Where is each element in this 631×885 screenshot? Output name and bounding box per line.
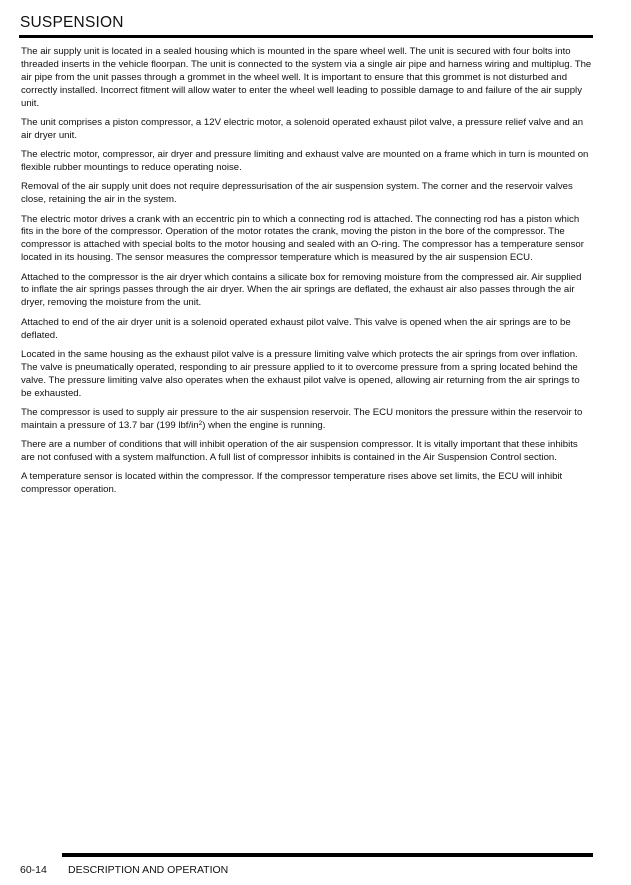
- paragraph-temperature-sensor: A temperature sensor is located within the compressor. If the compressor temperature rises above set limits, the ECU will inhibit compressor operation.: [21, 471, 563, 496]
- page-header-title: SUSPENSION: [20, 14, 124, 31]
- footer-section-title: DESCRIPTION AND OPERATION: [68, 864, 229, 876]
- paragraph-pressure-limiting-valve: Located in the same housing as the exhaust pilot valve is a pressure limiting valve which protects the air springs from over inflation. The valve is pneumatically operated, responding to air pressure applied to it to overcome pressure from a spring located behind the valve. The pressure limiting valve also operates when the exhaust pilot valve is opened, allowing air returning from the air springs to be exhausted.: [21, 348, 580, 399]
- paragraph-electric-motor: The electric motor drives a crank with an eccentric pin to which a connecting rod is attached. The connecting rod has a piston which fits in the bore of the compressor. Operation of the motor rotates the crank, moving the piston in the bore of the compressor. The compressor is attached with special bolts to the motor housing and sealed with an O-ring. The compressor has a temperature sensor located in its housing. The sensor measures the compressor temperature which is measured by the air suspension ECU.: [21, 213, 584, 264]
- paragraph-reservoir-pressure: [21, 407, 592, 433]
- header-rule: [19, 35, 593, 38]
- paragraph-frame-mounting: The electric motor, compressor, air dryer and pressure limiting and exhaust valve are mounted on a frame which in turn is mounted on flexible rubber mountings to reduce operating noise.: [21, 149, 589, 174]
- paragraph-exhaust-pilot-valve: Attached to end of the air dryer unit is a solenoid operated exhaust pilot valve. This valve is opened when the air springs are to be deflated.: [21, 316, 571, 341]
- squared-superscript: 2: [198, 419, 203, 427]
- reservoir-pressure-text-end: ) when the engine is running.: [202, 419, 326, 431]
- body-text: [21, 46, 592, 503]
- paragraph-air-dryer: Attached to the compressor is the air dryer which contains a silicate box for removing moisture from the compressed air. Air supplied to inflate the air springs passes through the air dryer. When the air springs are deflated, the exhaust air also passes through the air dryer, removing the moisture from the unit.: [21, 271, 582, 309]
- reservoir-pressure-text: The compressor is used to supply air pressure to the air suspension reservoir. The ECU monitors the pressure within the reservoir to maintain a pressure of 13.7 bar (199 lbf/in: [21, 406, 583, 431]
- footer-page-number: 60-14: [20, 864, 47, 876]
- paragraph-unit-components: The unit comprises a piston compressor, a 12V electric motor, a solenoid operated exhaust pilot valve, a pressure relief valve and an air dryer unit.: [21, 116, 584, 141]
- paragraph-compressor-inhibits: There are a number of conditions that will inhibit operation of the air suspension compressor. It is vitally important that these inhibits are not confused with a system malfunction. A full list of compressor inhibits is contained in the Air Suspension Control section.: [21, 439, 578, 463]
- paragraph-air-supply-unit-location: The air supply unit is located in a sealed housing which is mounted in the spare wheel well. The unit is secured with four bolts into threaded inserts in the vehicle floorpan. The unit is connected to the system via a single air pipe and harness wiring and multiplug. The air pipe from the unit passes through a grommet in the wheel well. It is important to ensure that this grommet is not disturbed and correctly installed. Incorrect fitment will allow water to enter the wheel well leading to possible damage to and failure of the air supply unit.: [21, 46, 592, 109]
- paragraph-removal: Removal of the air supply unit does not require depressurisation of the air suspension system. The corner and the reservoir valves close, retaining the air in the system.: [21, 181, 573, 206]
- footer-rule: [62, 853, 593, 857]
